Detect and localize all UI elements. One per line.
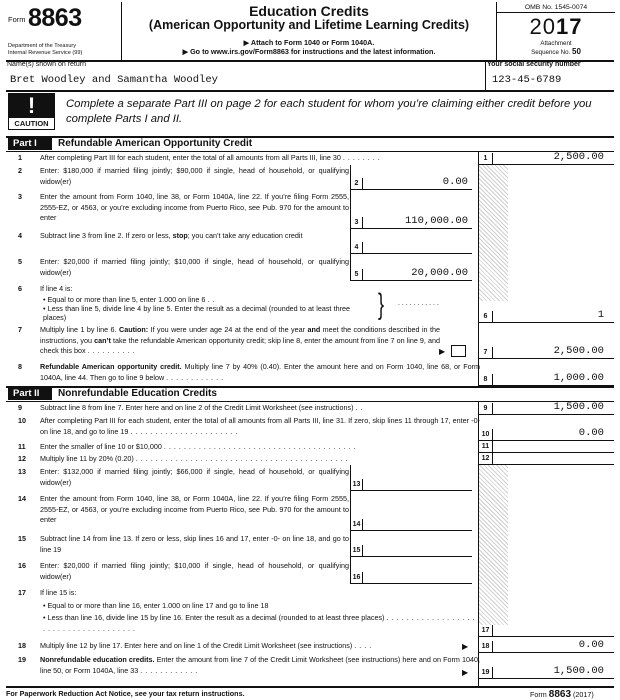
form-number: 8863 — [28, 4, 82, 32]
line-13-amount[interactable] — [350, 465, 472, 491]
box-number: 3 — [351, 217, 363, 228]
part1-title: Refundable American Opportunity Credit — [58, 138, 253, 149]
line-5 — [6, 257, 614, 279]
line-12-amount[interactable] — [478, 453, 614, 465]
line-number: 16 — [18, 561, 26, 570]
sequence-line — [497, 48, 615, 57]
box-number: 4 — [351, 242, 363, 253]
line-18-text: Multiply line 12 by line 17. Enter here and on line 1 of the Credit Limit Worksheet (see instructions) . . . . — [40, 641, 372, 650]
line-5-text: Enter: $20,000 if married filing jointly; $10,000 if single, head of household, or qualifying widow(er) — [40, 257, 349, 277]
footer-form-id — [530, 689, 594, 700]
line-10-amount[interactable] — [478, 415, 614, 441]
line-number: 1 — [18, 153, 22, 162]
box-number: 7 — [479, 347, 493, 358]
goto-instruction: ▶ Go to www.irs.gov/Form8863 for instructions and the latest information. — [182, 47, 436, 56]
form-id-block — [6, 2, 122, 60]
line-7-value: 2,500.00 — [553, 345, 604, 357]
line-14-text: Enter the amount from Form 1040, line 38, or Form 1040A, line 22. If you’re filing Form 2555, 2555-EZ, or 4563, or you’re excluding income from Puerto Rico, see Pub. 970 for the amount to enter — [40, 494, 349, 524]
tax-year — [497, 14, 615, 40]
line-7-checkbox[interactable] — [451, 345, 466, 357]
line-3 — [6, 192, 614, 226]
line-6-leader: . . . . . . . . . . . — [398, 300, 439, 307]
form-word: Form — [8, 15, 26, 24]
year-prefix: 20 — [529, 14, 556, 39]
line-1-amount[interactable] — [478, 152, 614, 165]
line-number: 10 — [18, 416, 26, 425]
line-3-amount[interactable] — [350, 190, 472, 229]
line-6-bullet-2: • Less than line 5, divide line 4 by line 5. Enter the result as a decimal (rounded to at least three places) — [43, 304, 350, 322]
box-number: 16 — [351, 572, 363, 583]
exclamation-icon: ! — [9, 94, 54, 118]
part1-header — [6, 138, 614, 150]
box-number: 13 — [351, 479, 363, 490]
line-number: 19 — [18, 655, 26, 664]
paperwork-notice: For Paperwork Reduction Act Notice, see your tax return instructions. — [6, 689, 245, 698]
line-17-bullet-2: • Less than line 16, divide line 15 by line 16. Enter the result as a decimal (rounded to at least three places) . . . . . . . . . . . . . . . . . . . . . . . . . . . . . . . . . . . . . . — [43, 613, 481, 633]
ssn-field[interactable]: 123-45-6789 — [492, 74, 562, 86]
line-2 — [6, 166, 614, 188]
line-4-text: Subtract line 3 from line 2. If zero or less, stop; you can’t take any education credit — [40, 231, 303, 240]
line-number: 2 — [18, 166, 22, 175]
box-number: 11 — [479, 441, 493, 452]
line-15 — [6, 534, 614, 556]
box-number: 17 — [479, 625, 493, 636]
line-2-text: Enter: $180,000 if married filing jointly; $90,000 if single, head of household, or qualifying widow(er) — [40, 166, 349, 186]
irs-name: Internal Revenue Service — [8, 50, 71, 56]
box-number: 15 — [351, 545, 363, 556]
irs-code: (99) — [72, 50, 83, 56]
footer-form-label: Form — [530, 690, 547, 699]
caution-label: CAUTION — [14, 119, 49, 128]
line-14 — [6, 494, 614, 528]
box-number: 19 — [479, 667, 493, 678]
footer-form-number: 8863 — [548, 689, 572, 700]
line-4-amount[interactable] — [350, 229, 472, 254]
box-number: 5 — [351, 269, 363, 280]
sequence-label: Sequence No. — [531, 48, 571, 56]
line-8-value: 1,000.00 — [553, 372, 604, 384]
line-6-intro: If line 4 is: — [40, 284, 73, 293]
line-19-value: 1,500.00 — [553, 665, 604, 677]
line-number: 13 — [18, 467, 26, 476]
ssn-label: Your social security number — [487, 61, 581, 68]
taxpayer-name-field[interactable]: Bret Woodley and Samantha Woodley — [10, 74, 218, 86]
line-number: 18 — [18, 641, 26, 650]
line-number: 6 — [18, 284, 22, 293]
line-2-value: 0.00 — [442, 176, 468, 188]
line-number: 9 — [18, 403, 22, 412]
attach-instruction: ▶ Attach to Form 1040 or Form 1040A. — [243, 38, 375, 47]
arrow-right-icon: ▶ — [462, 642, 469, 651]
department-name: Department of the Treasury — [8, 43, 77, 49]
department-block — [8, 43, 120, 57]
line-14-amount[interactable] — [350, 491, 472, 531]
line-number: 4 — [18, 231, 22, 240]
line-5-value: 20,000.00 — [411, 267, 468, 279]
line-17-intro: If line 15 is: — [40, 588, 77, 597]
arrow-right-icon: ▶ — [439, 347, 446, 356]
sequence-number: 50 — [572, 46, 581, 56]
box-number: 18 — [479, 641, 493, 652]
line-number: 17 — [18, 588, 26, 597]
line-15-amount[interactable] — [350, 531, 472, 557]
form-subtitle: (American Opportunity and Lifetime Learning Credits) — [148, 18, 470, 32]
irs-line — [8, 50, 120, 57]
line-15-text: Subtract line 14 from line 13. If zero or less, skip lines 16 and 17, enter -0- on line 18, and go to line 19 — [40, 534, 349, 554]
footer-year: (2017) — [573, 690, 594, 699]
part1-tag: Part I — [8, 138, 52, 150]
line-9-text: Subtract line 8 from line 7. Enter here and on line 2 of the Credit Limit Worksheet (see instructions) . . — [40, 403, 363, 412]
attachment-sequence — [497, 40, 615, 56]
box-number: 14 — [351, 519, 363, 530]
part2-title: Nonrefundable Education Credits — [58, 388, 217, 399]
line-number: 5 — [18, 257, 22, 266]
line-6-bullet-1: • Equal to or more than line 5, enter 1.000 on line 6 . . — [43, 294, 215, 304]
line-16-amount[interactable] — [350, 557, 472, 584]
line-3-value: 110,000.00 — [404, 215, 468, 227]
line-number: 7 — [18, 325, 22, 334]
line-1-value: 2,500.00 — [553, 151, 604, 163]
line-18-value: 0.00 — [578, 639, 604, 651]
line-8-amount[interactable] — [478, 359, 614, 386]
line-10-text: After completing Part III for each student, enter the total of all amounts from all Parts III, line 31. If zero, skip lines 11 through 17, enter -0- on line 18, and go to line 19 . . . . . . . . . . . . . . . . . . . . . . — [40, 416, 480, 436]
year-suffix: 17 — [556, 14, 583, 39]
line-number: 3 — [18, 192, 22, 201]
omb-year-block — [496, 2, 614, 60]
line-3-text: Enter the amount from Form 1040, line 38, or Form 1040A, line 22. If you’re filing Form 2555, 2555-EZ, or 4563, or you’re excluding income from Puerto Rico, see Pub. 970 for the amount to enter — [40, 192, 349, 222]
omb-number: OMB No. 1545-0074 — [497, 2, 615, 13]
box-number: 1 — [479, 153, 493, 164]
line-number: 11 — [18, 442, 26, 451]
line-19-amount[interactable] — [478, 653, 614, 679]
box-number: 6 — [479, 311, 493, 322]
line-6-value: 1 — [597, 309, 604, 321]
arrow-right-icon: ▶ — [462, 668, 469, 677]
line-13-text: Enter: $132,000 if married filing jointly; $66,000 if single, head of household, or qualifying widow(er) — [40, 467, 349, 487]
line-13 — [6, 467, 614, 489]
line-19-text: Nonrefundable education credits. Enter the amount from line 7 of the Credit Limit Worksheet (see instructions) here and on Form 1040, line 50, or Form 1040A, line 33 . . . . . . . . . . . . — [40, 655, 481, 675]
brace-icon: } — [378, 288, 385, 321]
line-16-text: Enter: $20,000 if married filing jointly; $10,000 if single, head of household, or qualifying widow(er) — [40, 561, 349, 581]
line-17-amount[interactable] — [478, 625, 614, 637]
line-9-value: 1,500.00 — [553, 401, 604, 413]
line-7-amount[interactable] — [478, 323, 614, 359]
caution-text: Complete a separate Part III on page 2 for each student for whom you’re claiming either credit before you complete Parts I and II. — [66, 98, 592, 125]
line-4 — [6, 231, 614, 253]
line-17-text — [40, 588, 480, 634]
line-8-text: Refundable American opportunity credit. Multiply line 7 by 40% (0.40). Enter the amount here and on Form 1040, line 68, or Form 1040A, line 44. Then go to line 9 below . . . . . . . . . . . . — [40, 362, 480, 382]
name-rule — [6, 90, 614, 92]
line-5-amount[interactable] — [350, 254, 472, 281]
ssn-divider — [485, 60, 486, 91]
line-7-text: Multiply line 1 by line 6. Caution: If you were under age 24 at the end of the year and meet the conditions described in the instructions, you can’t take the refundable American opportunity credit; skip line 8, enter the amount from line 7 on line 9, and check this box . . . . . . . . . . — [40, 325, 440, 355]
box-number: 10 — [479, 429, 493, 440]
line-6-amount[interactable] — [478, 301, 614, 323]
line-2-amount[interactable] — [350, 165, 472, 190]
line-number: 14 — [18, 494, 26, 503]
attachment-label: Attachment — [540, 40, 572, 47]
part2-header — [6, 388, 614, 400]
box-number: 2 — [351, 178, 363, 189]
line-17-bullet-1: • Equal to or more than line 16, enter 1.000 on line 17 and go to line 18 — [43, 600, 269, 610]
line-6-text — [40, 284, 400, 322]
line-1-text: After completing Part III for each student, enter the total of all amounts from all Parts III, line 30 . . . . . . . . — [40, 153, 381, 162]
line-number: 12 — [18, 454, 26, 463]
part2-tag: Part II — [8, 388, 52, 400]
form-title: Education Credits — [249, 3, 369, 19]
box-number: 9 — [479, 403, 493, 414]
line-12-text: Multiply line 11 by 20% (0.20) . . . . . . . . . . . . . . . . . . . . . . . . . . . . . . . . . . . . . . . . . . . — [40, 454, 348, 463]
footer-rule — [6, 686, 614, 688]
name-label: Name(s) shown on return — [7, 61, 86, 68]
box-number: 8 — [479, 374, 493, 385]
caution-icon — [8, 93, 55, 130]
line-number: 15 — [18, 534, 26, 543]
line-18-amount[interactable] — [478, 637, 614, 653]
line-number: 8 — [18, 362, 22, 371]
line-11-text: Enter the smaller of line 10 or $10,000 . . . . . . . . . . . . . . . . . . . . . . . . . . . . . . . . . . . . . . . — [40, 442, 357, 451]
line-16 — [6, 561, 614, 583]
line-10-value: 0.00 — [578, 427, 604, 439]
line-9-amount[interactable] — [478, 401, 614, 415]
line-11-amount[interactable] — [478, 441, 614, 453]
box-number: 12 — [479, 453, 493, 464]
